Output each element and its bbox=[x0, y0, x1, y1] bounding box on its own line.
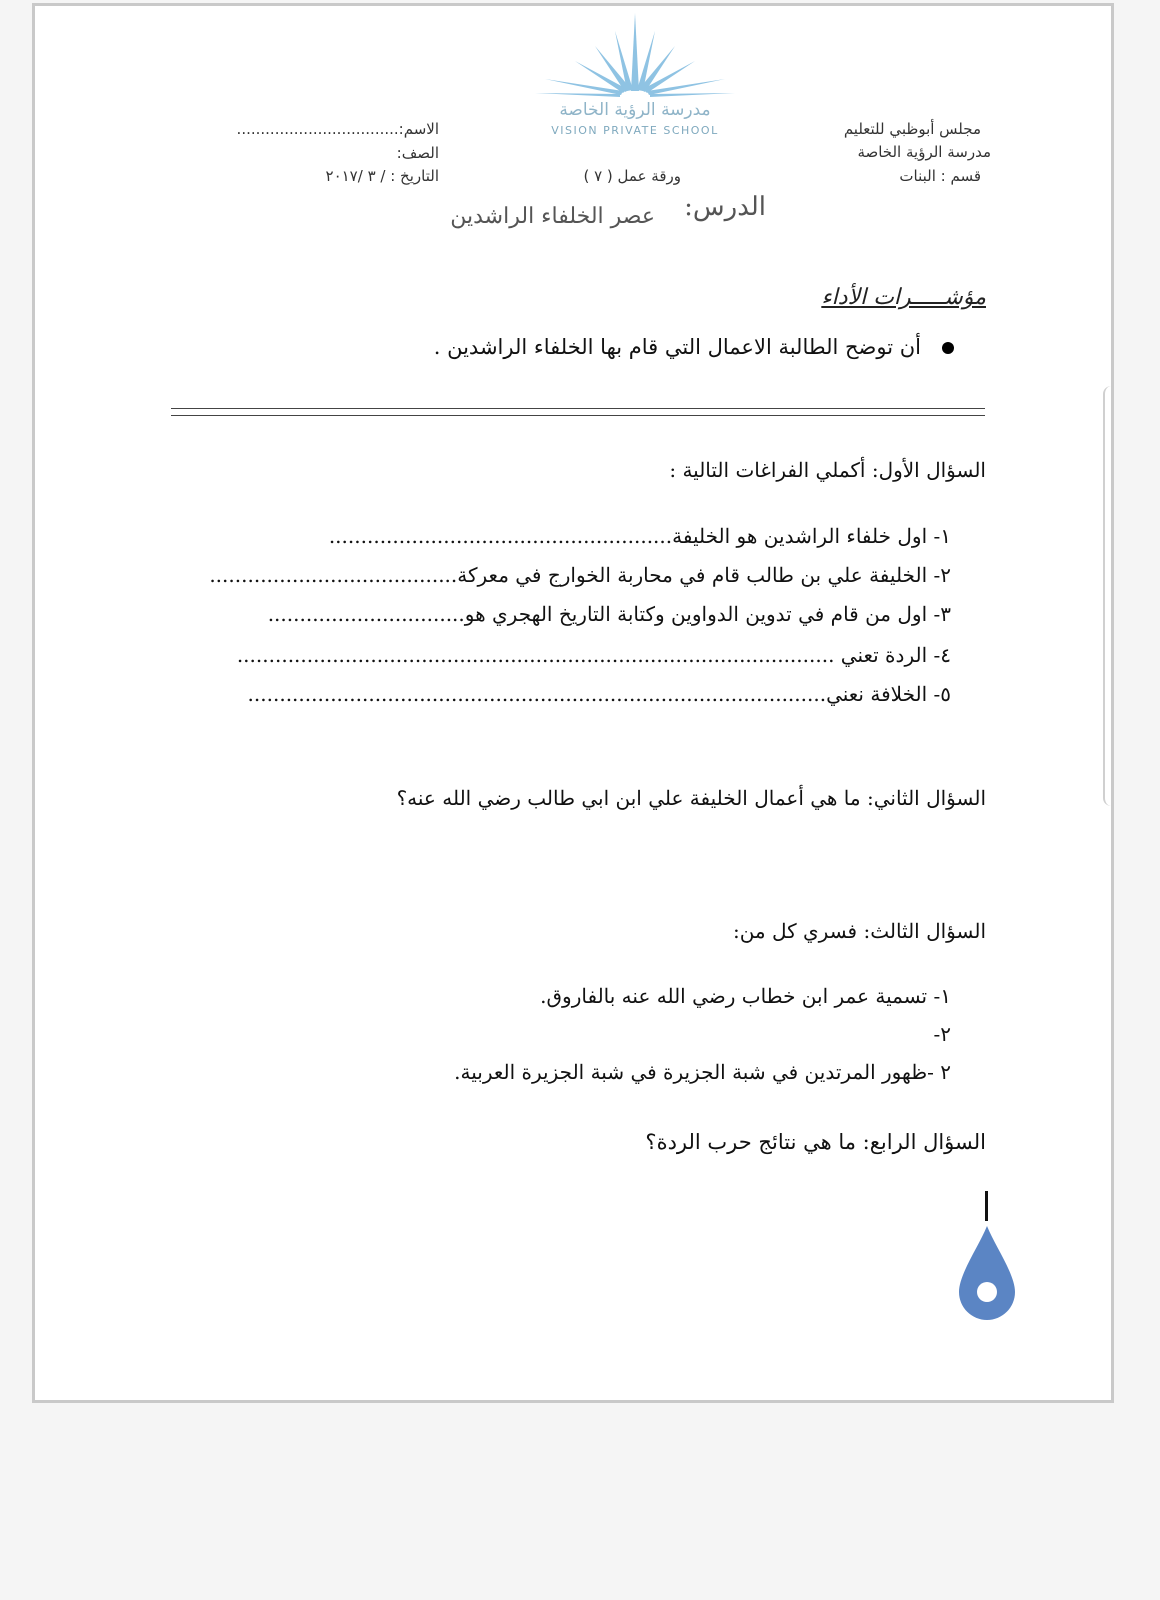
text-cursor bbox=[985, 1191, 988, 1221]
question-1-title: السؤال الأول: أكملي الفراغات التالية : bbox=[669, 458, 986, 482]
question-1-item: ٣- اول من قام في تدوين الدواوين وكتابة التاريخ الهجري هو............................... bbox=[267, 602, 951, 626]
council-name: مجلس أبوظبي للتعليم bbox=[843, 120, 981, 138]
indicator-bullet-text: أن توضح الطالبة الاعمال التي قام بها الخلفاء الراشدين . bbox=[433, 335, 921, 359]
student-name-field: الاسم:.................................. bbox=[236, 120, 439, 138]
bullet-dot bbox=[942, 342, 954, 354]
page-edge bbox=[1103, 386, 1111, 806]
worksheet-page bbox=[32, 3, 1114, 1403]
question-1-item: ٤- الردة تعني .............................................................................................. bbox=[236, 643, 951, 667]
sunburst-logo-icon bbox=[515, 11, 755, 106]
divider-bottom bbox=[171, 415, 985, 416]
school-name: مدرسة الرؤية الخاصة bbox=[857, 143, 991, 161]
question-1-item: ٢- الخليفة علي بن طالب قام في محاربة الخوارج في معركة....................................... bbox=[209, 563, 951, 587]
question-3-item: ٢ -ظهور المرتدين في شبة الجزيرة في شبة الجزيرة العربية. bbox=[454, 1060, 951, 1084]
question-3-title: السؤال الثالث: فسري كل من: bbox=[732, 919, 986, 943]
question-4-title: السؤال الرابع: ما هي نتائج حرب الردة؟ bbox=[645, 1130, 986, 1154]
logo-arabic-name: مدرسة الرؤية الخاصة bbox=[559, 100, 711, 120]
question-1-item: ١- اول خلفاء الراشدين هو الخليفة...................................................... bbox=[328, 524, 951, 548]
worksheet-number: ورقة عمل ( ٧ ) bbox=[583, 167, 681, 185]
cursor-drop-handle-icon[interactable] bbox=[955, 1224, 1019, 1324]
department: قسم : البنات bbox=[899, 167, 981, 185]
question-1-item: ٥- الخلافة نعني........................................................................................... bbox=[247, 682, 951, 706]
question-3-item: ١- تسمية عمر ابن خطاب رضي الله عنه بالفاروق. bbox=[540, 984, 951, 1008]
class-field: الصف: bbox=[396, 144, 439, 162]
date-field: التاريخ : / ٣ /٢٠١٧ bbox=[325, 167, 439, 185]
lesson-title: عصر الخلفاء الراشدين bbox=[450, 204, 655, 229]
question-3-item: ٢- bbox=[933, 1022, 951, 1046]
indicators-heading: مؤشـــــرات الأداء bbox=[821, 285, 986, 310]
divider-top bbox=[171, 408, 985, 409]
question-2-title: السؤال الثاني: ما هي أعمال الخليفة علي ابن ابي طالب رضي الله عنه؟ bbox=[396, 786, 986, 810]
lesson-label: الدرس: bbox=[684, 192, 766, 222]
logo-english-name: VISION PRIVATE SCHOOL bbox=[551, 124, 719, 137]
